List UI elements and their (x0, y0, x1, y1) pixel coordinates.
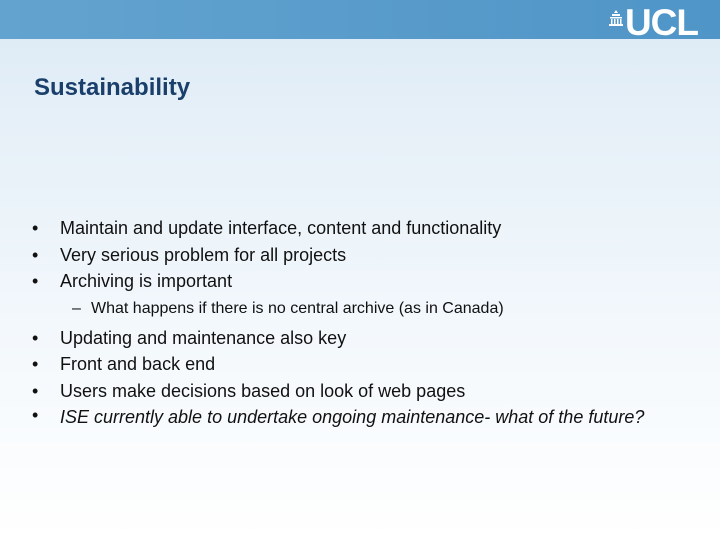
bullet-list (32, 215, 672, 295)
bullet-text: Archiving is important (60, 271, 233, 291)
bullet-symbol: • (32, 405, 39, 425)
bullet-item (32, 351, 672, 378)
bullet-symbol: • (32, 244, 39, 265)
sub-bullet-text: What happens if there is no central archive (as in Canada) (91, 299, 504, 317)
bullet-symbol: • (32, 354, 39, 374)
bullet-symbol: • (32, 218, 39, 238)
header-bar (0, 0, 720, 43)
bullet-item (32, 378, 672, 405)
portico-icon (609, 10, 623, 26)
bullet-text: Updating and maintenance also key (60, 327, 347, 348)
ucl-logo (609, 2, 698, 43)
logo-text: UCL (624, 2, 698, 43)
bullet-item (32, 268, 672, 295)
slide-title: Sustainability (34, 74, 191, 101)
bullet-text: Maintain and update interface, content and functionality (60, 218, 502, 238)
bullet-text: Very serious problem for all projects (60, 244, 347, 265)
bullet-item (32, 325, 672, 352)
bullet-text: Front and back end (60, 354, 216, 374)
bullet-text: ISE currently able to undertake ongoing maintenance- what of the future? (60, 407, 645, 427)
bullet-text: Users make decisions based on look of web pages (60, 380, 466, 401)
bullet-list-2 (32, 325, 672, 430)
dash-symbol: – (72, 299, 81, 317)
bullet-symbol: • (32, 271, 39, 291)
bullet-item (32, 215, 672, 242)
bullet-item (32, 242, 672, 269)
slide-body (32, 215, 672, 429)
bullet-item (32, 404, 672, 429)
bullet-symbol: • (32, 327, 39, 348)
bullet-symbol: • (32, 380, 39, 401)
sub-bullet-item (32, 298, 672, 319)
